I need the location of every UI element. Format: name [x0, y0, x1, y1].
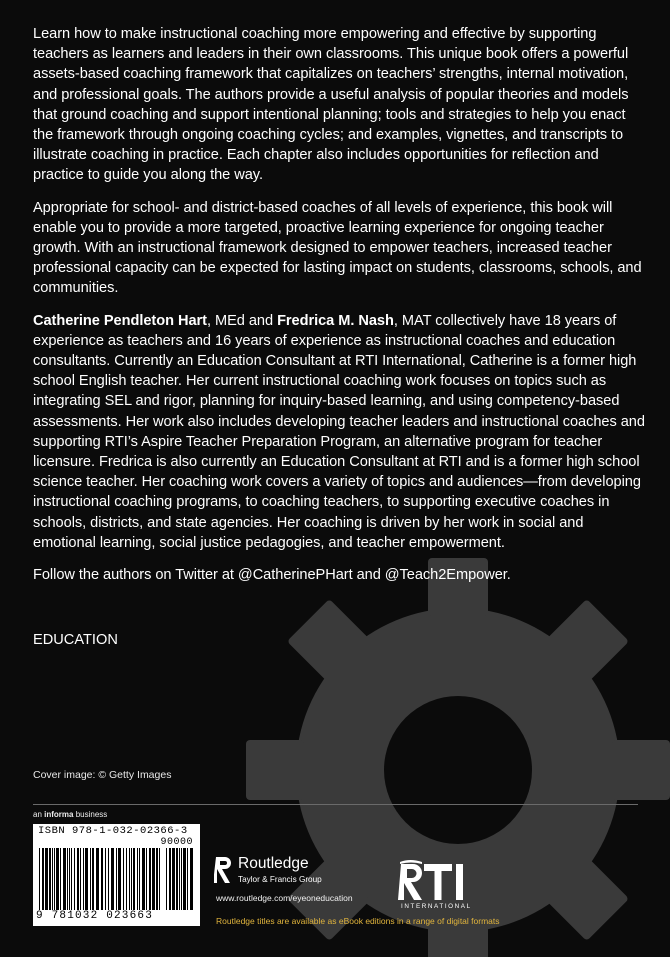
- author1-name: Catherine Pendleton Hart: [33, 312, 207, 329]
- cover-image-credit: Cover image: © Getty Images: [33, 769, 172, 781]
- price-code: 90000: [160, 837, 193, 848]
- rti-name: RTI: [398, 858, 400, 859]
- publisher-name: Routledge: [238, 855, 309, 872]
- routledge-logo-icon: [214, 855, 234, 885]
- rti-sub-label: INTERNATIONAL: [401, 903, 472, 910]
- author-bio-text: collectively have 18 years of experience as teachers and 16 years of experience as instructional coaches and education consultants. Currently an Education Consultant at RTI International, Catherine is a former high school English teacher. Her current instructional coaching work focuses on topics such as integrating SEL and rigor, planning for inquiry-based learning, and using competency-based assessments. Her work also includes developing teacher leaders and instructional coaches and supporting RTI’s Aspire Teacher Preparation Program, an alternative program for teacher licensure. Fredrica is also currently an Education Consultant at RTI and is a former high school science teacher. Her coaching work covers a variety of topics and audiences—from developing instructional coaching programs, to coaching teachers, to supporting executive coaches in schools, districts, and state agencies. Her coaching is driven by her work in social and emotional learning, social justice pedagogies, and teacher empowerment.: [33, 312, 645, 551]
- author1-credential: , MEd: [206, 312, 245, 329]
- description-paragraph-2: Appropriate for school- and district-based coaches of all levels of experience, this book will enable you to provide a more targeted, proactive learning experience for ongoing teacher growth. With an instructional framework designed to empower teachers, increased teacher professional capacity can be expected for lasting impact on students, classrooms, schools, and communities.: [33, 199, 642, 297]
- follow-authors: Follow the authors on Twitter at @CatherinePHart and @Teach2Empower.: [33, 567, 511, 584]
- informa-suffix: business: [73, 810, 108, 819]
- rti-logo-icon: [398, 858, 498, 910]
- back-cover-text: [33, 24, 645, 597]
- informa-prefix: an: [33, 810, 45, 819]
- isbn-label: ISBN 978-1-032-02366-3: [38, 825, 188, 837]
- informa-brand: informa: [44, 810, 74, 819]
- ean-digits: 9 781032 023663: [36, 910, 154, 922]
- description-paragraph-1: Learn how to make instructional coaching more empowering and effective by supporting teachers as learners and leaders in their own classrooms. This unique book offers a powerful assets-based coaching framework that capitalizes on teachers’ strengths, internal motivation, and professional goals. The authors provide a useful analysis of popular theories and models that ground coaching and support intentional planning; tools and strategies to help you enact the framework through ongoing coaching cycles; and examples, vignettes, and transcripts to illustrate coaching in practice. Each chapter also includes opportunities for reflection and practice to guide you along the way.: [33, 26, 629, 184]
- author-conjunction: and: [244, 312, 278, 329]
- ean-barcode-bars: [39, 848, 161, 910]
- subject-category: EDUCATION: [33, 632, 118, 648]
- divider: [33, 804, 638, 805]
- publisher-group: Taylor & Francis Group: [238, 875, 322, 884]
- author2-credential: , MAT: [393, 312, 432, 329]
- author-bio: [33, 311, 645, 553]
- barcode: [33, 824, 200, 926]
- informa-business-line: [33, 810, 107, 819]
- publisher-url: www.routledge.com/eyeoneducation: [216, 893, 353, 903]
- addon-barcode-bars: [166, 848, 194, 910]
- ebook-note: Routledge titles are available as eBook editions in a range of digital formats: [216, 916, 500, 926]
- author2-name: Fredrica M. Nash: [277, 312, 394, 329]
